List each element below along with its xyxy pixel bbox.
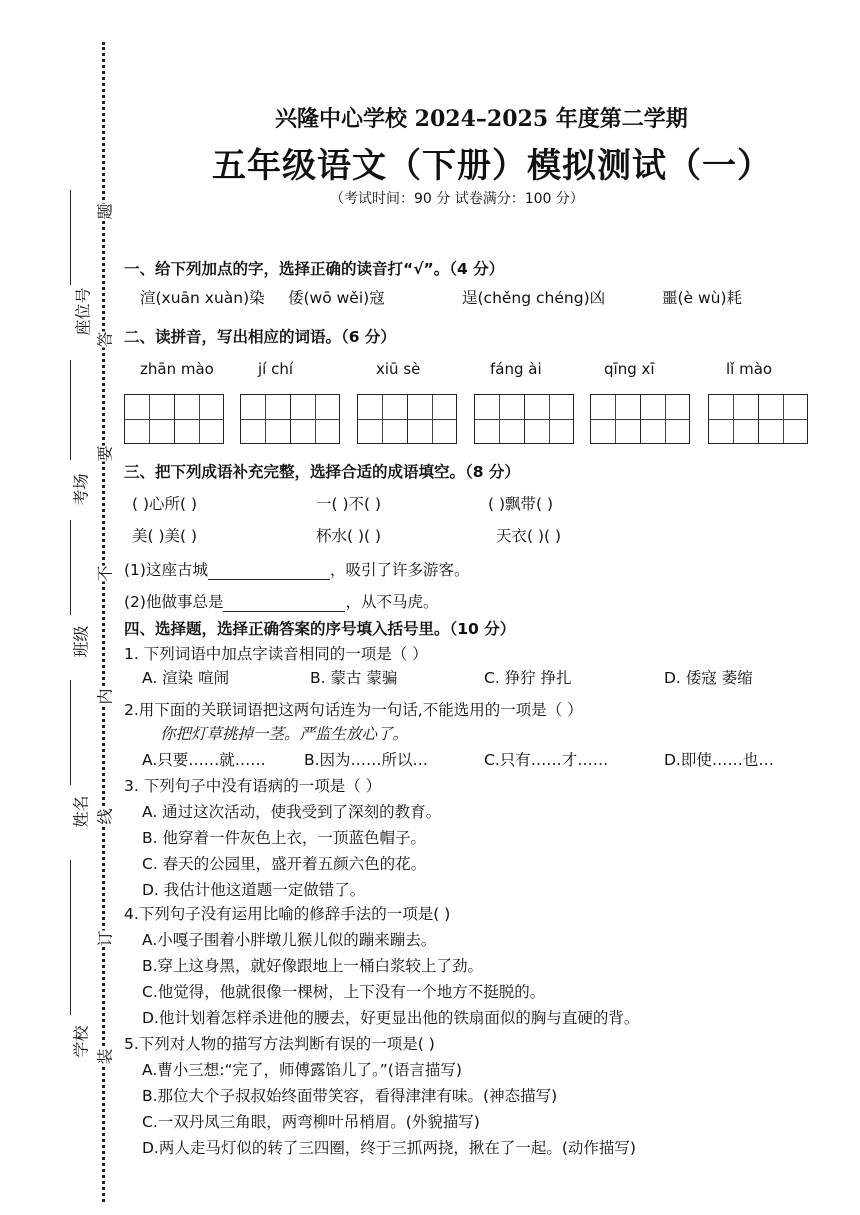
q1-item[interactable]: 噩(è wù)耗 xyxy=(662,289,743,307)
question-stem: 2.用下面的关联词语把这两句话连为一句话,不能选用的一项是（ ） xyxy=(124,701,583,719)
question-stem: 1. 下列词语中加点字读音相同的一项是（ ） xyxy=(124,645,428,663)
tianzige-box[interactable] xyxy=(474,394,574,444)
name-line[interactable] xyxy=(70,680,71,785)
answer-option[interactable]: D. 我估计他这道题一定做错了。 xyxy=(142,881,366,899)
idiom-blank[interactable]: 美( )美( ) xyxy=(132,527,198,545)
tianzige-box[interactable] xyxy=(590,394,690,444)
label-exam-room: 考场 xyxy=(71,473,91,506)
fill-sentence-1 xyxy=(124,558,469,580)
idiom-blank[interactable]: 杯水( )( ) xyxy=(316,527,382,545)
answer-option[interactable]: C. 狰狞 挣扎 xyxy=(484,669,572,687)
school-line[interactable] xyxy=(70,860,71,1015)
answer-option[interactable]: B. 他穿着一件灰色上衣，一顶蓝色帽子。 xyxy=(142,829,426,847)
answer-option[interactable]: C.他觉得，他就很像一棵树，上下没有一个地方不挺脱的。 xyxy=(142,983,546,1001)
label-seat-number: 座位号 xyxy=(73,287,93,336)
seal-char: 要 xyxy=(93,445,116,461)
question-stem: 5.下列对人物的描写方法判断有误的一项是( ) xyxy=(124,1035,435,1053)
exam-title: 五年级语文（下册）模拟测试（一） xyxy=(212,146,772,186)
q1-title: 一、给下列加点的字，选择正确的读音打“√”。（4 分） xyxy=(124,260,505,278)
school-term-line: 兴隆中心学校 2024–2025 年度第二学期 xyxy=(275,106,688,132)
label-class: 班级 xyxy=(71,625,91,658)
label-name: 姓名 xyxy=(71,795,91,828)
answer-option[interactable]: C. 春天的公园里，盛开着五颜六色的花。 xyxy=(142,855,427,873)
exam-room-line[interactable] xyxy=(70,360,71,460)
exam-info: （考试时间：90 分 试卷满分：100 分） xyxy=(330,191,584,207)
answer-option[interactable]: D.两人走马灯似的转了三四圈，终于三抓两挠，揪在了一起。(动作描写) xyxy=(142,1139,636,1157)
answer-option[interactable]: A.只要……就…… xyxy=(142,751,266,769)
seal-char: 线 xyxy=(93,808,116,824)
answer-option[interactable]: C.只有……才…… xyxy=(484,751,609,769)
q1-item[interactable]: 逞(chěng chéng)凶 xyxy=(462,289,606,307)
seal-char: 不 xyxy=(93,565,116,581)
pinyin-label: lǐ mào xyxy=(726,360,773,378)
label-school: 学校 xyxy=(71,1025,91,1058)
q1-item[interactable]: 渲(xuān xuàn)染 xyxy=(140,289,265,307)
idiom-blank[interactable]: ( )飘带( ) xyxy=(488,495,554,513)
q4-title: 四、选择题，选择正确答案的序号填入括号里。（10 分） xyxy=(124,620,516,638)
idiom-blank[interactable]: ( )心所( ) xyxy=(132,495,198,513)
fill-sentence-2 xyxy=(124,590,438,612)
tianzige-box[interactable] xyxy=(357,394,457,444)
answer-blank[interactable] xyxy=(208,561,330,580)
idiom-blank[interactable]: 一( )不( ) xyxy=(316,495,382,513)
seat-number-line[interactable] xyxy=(70,190,71,285)
q2-title: 二、读拼音，写出相应的词语。（6 分） xyxy=(124,328,396,346)
seal-char: 订 xyxy=(93,930,116,946)
answer-option[interactable]: A. 通过这次活动，使我受到了深刻的教育。 xyxy=(142,803,442,821)
answer-option[interactable]: D.他计划着怎样杀进他的腰去，好更显出他的铁扇面似的胸与直硬的背。 xyxy=(142,1009,640,1027)
idiom-blank[interactable]: 天衣( )( ) xyxy=(496,527,562,545)
answer-option[interactable]: B.因为……所以… xyxy=(304,751,429,769)
tianzige-box[interactable] xyxy=(708,394,808,444)
class-line[interactable] xyxy=(70,520,71,615)
question-stem: 4.下列句子没有运用比喻的修辞手法的一项是( ) xyxy=(124,905,451,923)
answer-option[interactable]: D. 倭寇 萎缩 xyxy=(664,669,753,687)
pinyin-label: xiū sè xyxy=(376,360,421,378)
sentence-text: (2)他做事总是 xyxy=(124,593,224,611)
q3-title: 三、把下列成语补充完整，选择合适的成语填空。（8 分） xyxy=(124,463,520,481)
seal-char: 答 xyxy=(93,331,116,347)
sentence-text: (1)这座古城 xyxy=(124,561,208,579)
tianzige-box[interactable] xyxy=(240,394,340,444)
seal-char: 题 xyxy=(93,203,116,219)
answer-option[interactable]: D.即使……也… xyxy=(664,751,774,769)
answer-option[interactable]: C.一双丹凤三角眼，两弯柳叶吊梢眉。(外貌描写) xyxy=(142,1113,480,1131)
answer-option[interactable]: B.那位大个子叔叔始终面带笑容，看得津津有味。(神态描写) xyxy=(142,1087,558,1105)
pinyin-label: qīng xī xyxy=(604,360,655,378)
sentence-text: ，从不马虎。 xyxy=(345,593,439,611)
answer-option[interactable]: A. 渲染 喧闹 xyxy=(142,669,230,687)
q1-item[interactable]: 倭(wō wěi)寇 xyxy=(288,289,385,307)
tianzige-box[interactable] xyxy=(124,394,224,444)
question-material: 你把灯草挑掉一茎。严监生放心了。 xyxy=(160,725,409,743)
seal-char: 内 xyxy=(93,688,116,704)
answer-option[interactable]: A.小嘎子围着小胖墩儿猴儿似的蹦来蹦去。 xyxy=(142,931,437,949)
pinyin-label: jí chí xyxy=(258,360,294,378)
answer-option[interactable]: B.穿上这身黑，就好像跟地上一桶白浆较上了劲。 xyxy=(142,957,484,975)
seal-char: 装 xyxy=(93,1048,116,1064)
sentence-text: ，吸引了许多游客。 xyxy=(329,561,470,579)
pinyin-label: fáng ài xyxy=(490,360,542,378)
question-stem: 3. 下列句子中没有语病的一项是（ ） xyxy=(124,777,382,795)
answer-option[interactable]: A.曹小三想:“完了，师傅露馅儿了。”(语言描写) xyxy=(142,1061,462,1079)
pinyin-label: zhān mào xyxy=(140,360,214,378)
answer-blank[interactable] xyxy=(223,593,345,612)
answer-option[interactable]: B. 蒙古 蒙骗 xyxy=(310,669,398,687)
